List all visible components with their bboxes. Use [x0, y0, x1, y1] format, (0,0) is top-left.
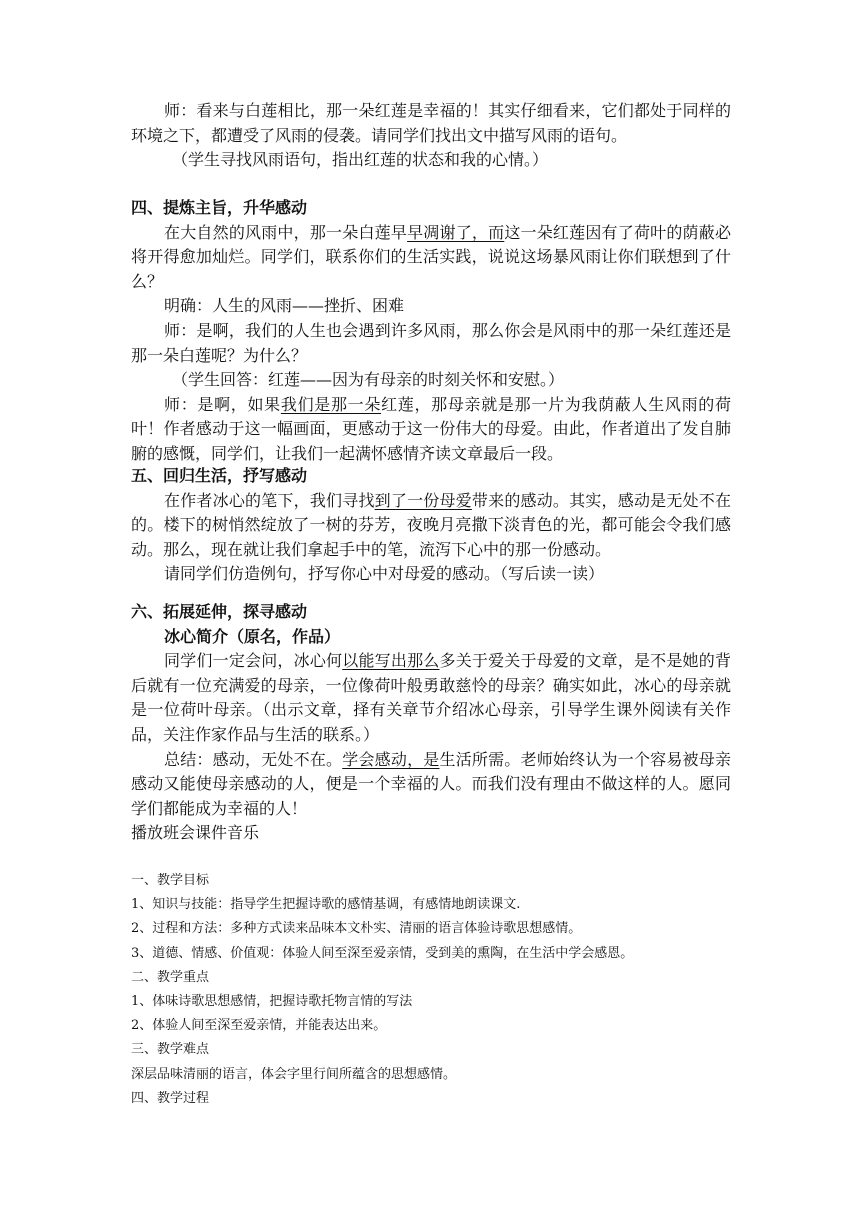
plan-line: 3、道德、情感、价值观：体验人间至深至爱亲情，受到美的熏陶，在生活中学会感恩。 — [131, 945, 634, 961]
section-6 — [131, 600, 731, 846]
subheading: 冰心简介（原名，作品） — [164, 626, 341, 646]
paragraph: 师：看来与白莲相比，那一朵红莲是幸福的！其实仔细看来，它们都处于同样的环境之下，都遭受了风雨的侵袭。请同学们找出文中描写风雨的语句。 — [131, 101, 731, 145]
plan-line: 四、教学过程 — [131, 1090, 210, 1106]
plan-line: 三、教学难点 — [131, 1042, 210, 1058]
plan-line: 一、教学目标 — [131, 873, 210, 888]
paragraph: 在大自然的风雨中，那一朵白莲早早凋谢了，而这一朵红莲因有了荷叶的荫蔽必将开得愈加灿烂。同学们，联系你们的生活实践，说说这场暴风雨让你们联想到了什么？ — [131, 222, 731, 291]
plan-line: 2、过程和方法：多种方式读来品味本文朴实、清丽的语言体验诗歌思想感情。 — [131, 921, 582, 937]
paragraph: 在作者冰心的笔下，我们寻找到了一份母爱带来的感动。其实，感动是无处不在的。楼下的树悄然绽放了一树的芬芳，夜晚月亮撒下淡青色的光，都可能会令我们感动。那么，现在就让我们拿起手中的笔，流泻下心中的那一份感动。 — [131, 490, 731, 559]
paragraph: 播放班会课件音乐 — [131, 823, 260, 843]
plan-line: 深层品味清丽的语言，体会字里行间所蕴含的思想感情。 — [131, 1066, 457, 1082]
paragraph: 总结：感动，无处不在。学会感动，是生活所需。老师始终认为一个容易被母亲感动又能使母亲感动的人，便是一个幸福的人。而我们没有理由不做这样的人。愿同学们都能成为幸福的人！ — [131, 749, 731, 818]
paragraph: 师：是啊，我们的人生也会遇到许多风雨，那么你会是风雨中的那一朵红莲还是那一朵白莲呢？为什么？ — [131, 320, 731, 365]
plan-line: 1、体味诗歌思想感情，把握诗歌托物言情的写法 — [131, 994, 413, 1010]
section-3-tail — [131, 99, 731, 173]
paragraph: 请同学们仿造例句，抒写你心中对母爱的感动。（写后读一读） — [164, 564, 605, 584]
teaching-plan — [131, 869, 771, 1111]
plan-line: 二、教学重点 — [131, 969, 210, 985]
paragraph: 明确：人生的风雨——挫折、困难 — [164, 296, 405, 316]
section-heading: 四、提炼主旨，升华感动 — [131, 198, 308, 217]
paragraph: 同学们一定会问，冰心何以能写出那么多关于爱关于母爱的文章，是不是她的背后就有一位充满爱的母亲，一位像荷叶般勇敢慈怜的母亲？确实如此，冰心的母亲就是一位荷叶母亲。（出示文章，择有关章节介绍冰心母亲，引导学生课外阅读有关作品，关注作家作品与生活的联系。） — [131, 651, 731, 744]
paragraph: （学生回答：红莲——因为有母亲的时刻关怀和安慰。） — [172, 370, 565, 390]
paragraph: （学生寻找风雨语句，指出红莲的状态和我的心情。） — [172, 150, 549, 170]
section-4 — [131, 196, 731, 467]
plan-line: 2、体验人间至深至爱亲情，并能表达出来。 — [131, 1018, 387, 1034]
paragraph: 师：是啊，如果我们是那一朵红莲，那母亲就是那一片为我荫蔽人生风雨的荷叶！作者感动于这一幅画面，更感动于这一份伟大的母爱。由此，作者道出了发自肺腑的感慨，同学们，让我们一起满怀感情齐读文章最后一段。 — [131, 394, 731, 463]
section-5 — [131, 464, 731, 587]
section-heading: 五、回归生活，抒写感动 — [131, 466, 308, 485]
plan-line: 1、知识与技能：指导学生把握诗歌的感情基调，有感情地朗读课文. — [131, 897, 521, 913]
section-heading: 六、拓展延伸，探寻感动 — [131, 602, 308, 621]
